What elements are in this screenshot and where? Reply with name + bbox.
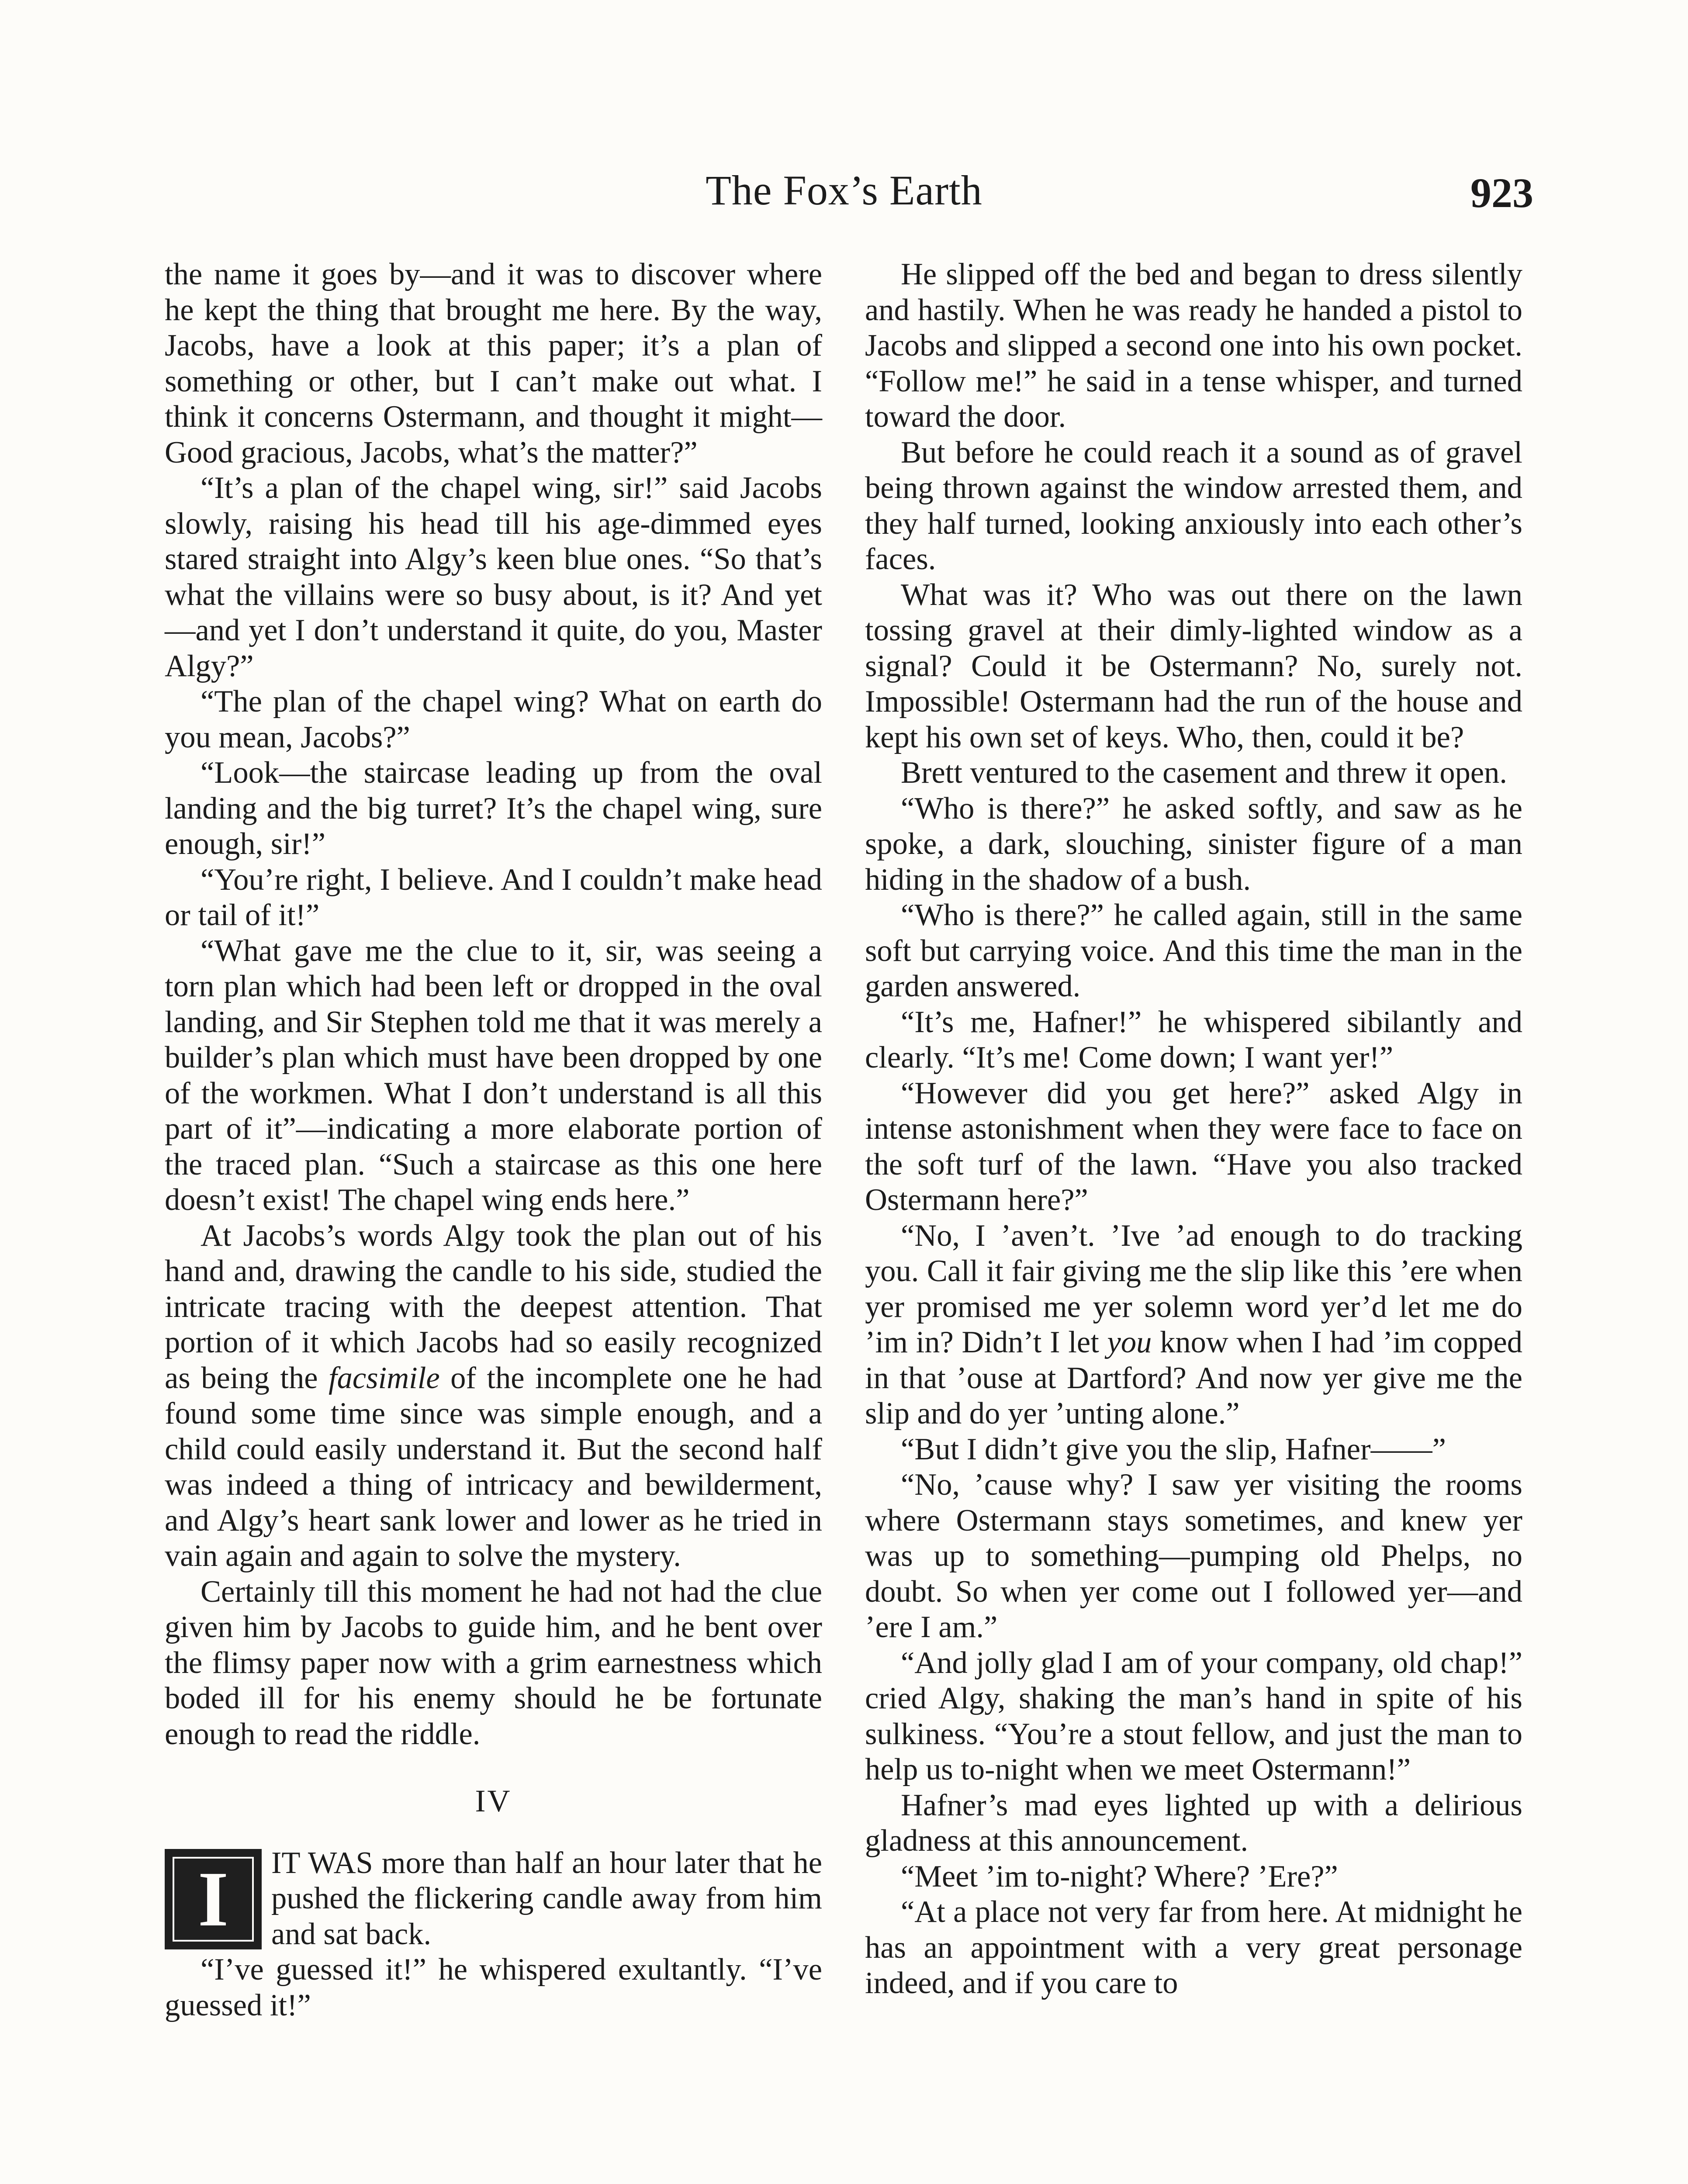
paragraph: “But I didn’t give you the slip, Hafner——”	[901, 1432, 1446, 1466]
paragraph: Brett ventured to the casement and threw it open.	[901, 756, 1508, 790]
paragraph: “No, ’cause why? I saw yer visiting the rooms where Ostermann stays sometimes, and knew yer was up to something—pumping old Phelps, no doubt. So when yer come out I followed yer—and ’ere I am.”	[865, 1468, 1522, 1644]
text-run: IT WAS more than half an hour later that he pushed the flickering candle away from him and sat back.	[271, 1845, 822, 1951]
right-column	[865, 257, 1522, 2001]
paragraph	[165, 1845, 822, 1952]
paragraph: “However did you get here?” asked Algy in intense astonishment when they were face to face on the soft turf of the lawn. “Have you also tracked Ostermann here?”	[865, 1076, 1522, 1217]
running-title: The Fox’s Earth	[706, 167, 982, 214]
text-run: At Jacobs’s words Algy took the plan out of his hand and, drawing the candle to his side, studied the intricate tracing with the deepest attention. That portion of it which Jacobs had so easily recognized as being the	[165, 1218, 822, 1395]
paragraph: “You’re right, I believe. And I couldn’t make head or tail of it!”	[165, 862, 822, 932]
paragraph: “I’ve guessed it!” he whispered exultantly. “I’ve guessed it!”	[165, 1952, 822, 2022]
paragraph: What was it? Who was out there on the lawn tossing gravel at their dimly-lighted window as a signal? Could it be Ostermann? No, surely not. Impossible! Ostermann had the run of the house and kept his own set of keys. Who, then, could it be?	[865, 577, 1522, 754]
page-header	[0, 166, 1688, 227]
paragraph: Certainly till this moment he had not had the clue given him by Jacobs to guide him, and he bent over the flimsy paper now with a grim earnestness which boded ill for his enemy should he be fortunate enough to read the riddle.	[165, 1574, 822, 1751]
paragraph: “The plan of the chapel wing? What on earth do you mean, Jacobs?”	[165, 684, 822, 754]
page-number: 923	[1470, 169, 1533, 216]
paragraph: “It’s a plan of the chapel wing, sir!” said Jacobs slowly, raising his head till his age-dimmed eyes stared straight into Algy’s keen blue ones. “So that’s what the villains were so busy about, is it? And yet—and yet I don’t understand it quite, do you, Master Algy?”	[165, 471, 822, 683]
paragraph: “And jolly glad I am of your company, old chap!” cried Algy, shaking the man’s hand in spite of his sulkiness. “You’re a stout fellow, and just the man to help us to-night when we meet Ostermann!”	[865, 1645, 1522, 1787]
paragraph: “Look—the staircase leading up from the oval landing and the big turret? It’s the chapel wing, sure enough, sir!”	[165, 756, 822, 861]
paragraph	[165, 1218, 822, 1574]
paragraph: “Who is there?” he asked softly, and saw as he spoke, a dark, slouching, sinister figure of a man hiding in the shadow of a bush.	[865, 791, 1522, 897]
paragraph	[865, 1218, 1522, 1432]
paragraph: He slipped off the bed and began to dress silently and hastily. When he was ready he handed a pistol to Jacobs and slipped a second one into his own pocket. “Follow me!” he said in a tense whisper, and turned toward the door.	[865, 257, 1522, 434]
paragraph: “What gave me the clue to it, sir, was seeing a torn plan which had been left or dropped in the oval landing, and Sir Stephen told me that it was merely a builder’s plan which must have been dropped by one of the workmen. What I don’t understand is all this part of it”—indicating a more elaborate portion of the traced plan. “Such a staircase as this one here doesn’t exist! The chapel wing ends here.”	[165, 933, 822, 1217]
paragraph: “Who is there?” he called again, still in the same soft but carrying voice. And this time the man in the garden answered.	[865, 898, 1522, 1003]
section-heading: IV	[475, 1783, 512, 1818]
left-column	[165, 257, 822, 2023]
text-run: of the incomplete one he had found some time since was simple enough, and a child could easily understand it. But the second half was indeed a thing of intricacy and bewilderment, and Algy’s heart sank lower and lower as he tried in vain again and again to solve the mystery.	[165, 1361, 822, 1573]
paragraph: “At a place not very far from here. At midnight he has an appointment with a very great personage indeed, and if you care to	[865, 1895, 1522, 2000]
text-run: know when I had ’im copped in that ’ouse at Dartford? And now yer give me the slip and do yer ’unting alone.”	[865, 1325, 1522, 1431]
paragraph: “It’s me, Hafner!” he whispered sibilantly and clearly. “It’s me! Come down; I want yer!”	[865, 1005, 1522, 1075]
paragraph: “Meet ’im to-night? Where? ’Ere?”	[901, 1859, 1338, 1894]
paragraph: Hafner’s mad eyes lighted up with a delirious gladness at this announcement.	[865, 1788, 1522, 1858]
italic-word: facsimile	[329, 1361, 440, 1395]
italic-word: you	[1107, 1325, 1152, 1359]
paragraph: But before he could reach it a sound as of gravel being thrown against the window arrested them, and they half turned, looking anxiously into each other’s faces.	[865, 435, 1522, 576]
paragraph: the name it goes by—and it was to discover where he kept the thing that brought me here. By the way, Jacobs, have a look at this paper; it’s a plan of something or other, but I can’t make out what. I think it concerns Ostermann, and thought it might—Good gracious, Jacobs, what’s the matter?”	[165, 257, 822, 470]
drop-cap-ornament: I	[165, 1849, 262, 1949]
text-run: “No, I ’aven’t. ’Ive ’ad enough to do tracking you. Call it fair giving me the slip like this ’ere when yer promised me yer solemn word yer’d let me do ’im in? Didn’t I let	[865, 1218, 1522, 1359]
